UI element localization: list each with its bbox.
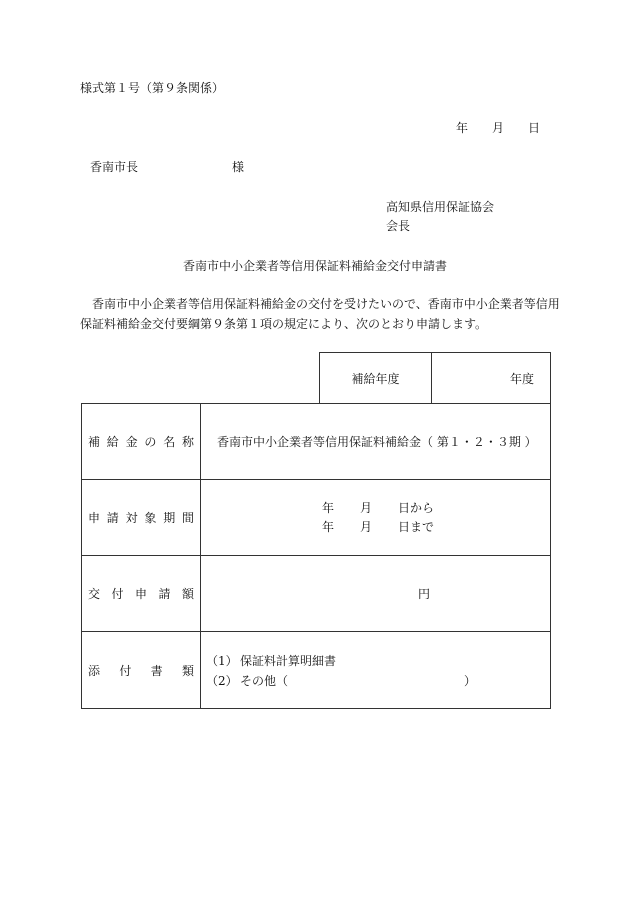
period-from: 年 月 日から [322, 501, 435, 515]
date-line [456, 120, 540, 136]
row-attachments-value [201, 632, 551, 708]
fiscal-year-value[interactable] [432, 353, 534, 403]
attachment-item-2[interactable]: （2） その他（ ） [206, 674, 476, 688]
row-amount-value[interactable] [201, 556, 551, 631]
document-title: 香南市中小企業者等信用保証料補給金交付申請書 [182, 259, 447, 273]
amount-unit: 円 [418, 587, 431, 601]
row-subsidy-name-value: 香南市中小企業者等信用保証料補給金（ 第１・２・３期 ） [217, 435, 537, 449]
applicant-organization: 高知県信用保証協会 [386, 200, 495, 214]
row-amount-label: 交 付 申 請 額 [88, 587, 194, 601]
addressee-honorific: 様 [232, 160, 245, 174]
date-day: 日 [528, 121, 541, 135]
addressee-name: 香南市長 [90, 160, 139, 174]
date-year: 年 [456, 121, 469, 135]
row-attachments-label: 添 付 書 類 [88, 663, 194, 678]
form-number: 様式第１号（第９条関係） [80, 81, 225, 95]
attachment-item-2-close: ） [463, 674, 476, 688]
period-to: 年 月 日まで [322, 520, 435, 534]
fiscal-year-label: 補給年度 [351, 371, 400, 386]
date-month: 月 [492, 121, 505, 135]
row-subsidy-name-label: 補 給 金 の 名 称 [88, 435, 194, 449]
body-text [80, 294, 560, 334]
applicant-title: 会長 [386, 219, 411, 233]
row-period-label: 申 請 対 象 期 間 [88, 511, 194, 525]
row-period-value[interactable] [201, 480, 551, 555]
fiscal-year-unit: 年度 [509, 371, 534, 386]
body-line-1: 香南市中小企業者等信用保証料補給金の交付を受けたいので、香南市中小企業者等信用 [92, 297, 560, 311]
attachment-item-1: （1） 保証料計算明細書 [206, 654, 337, 668]
body-line-2: 保証料補給金交付要綱第９条第１項の規定により、次のとおり申請します。 [80, 317, 488, 331]
addressee [90, 159, 245, 175]
